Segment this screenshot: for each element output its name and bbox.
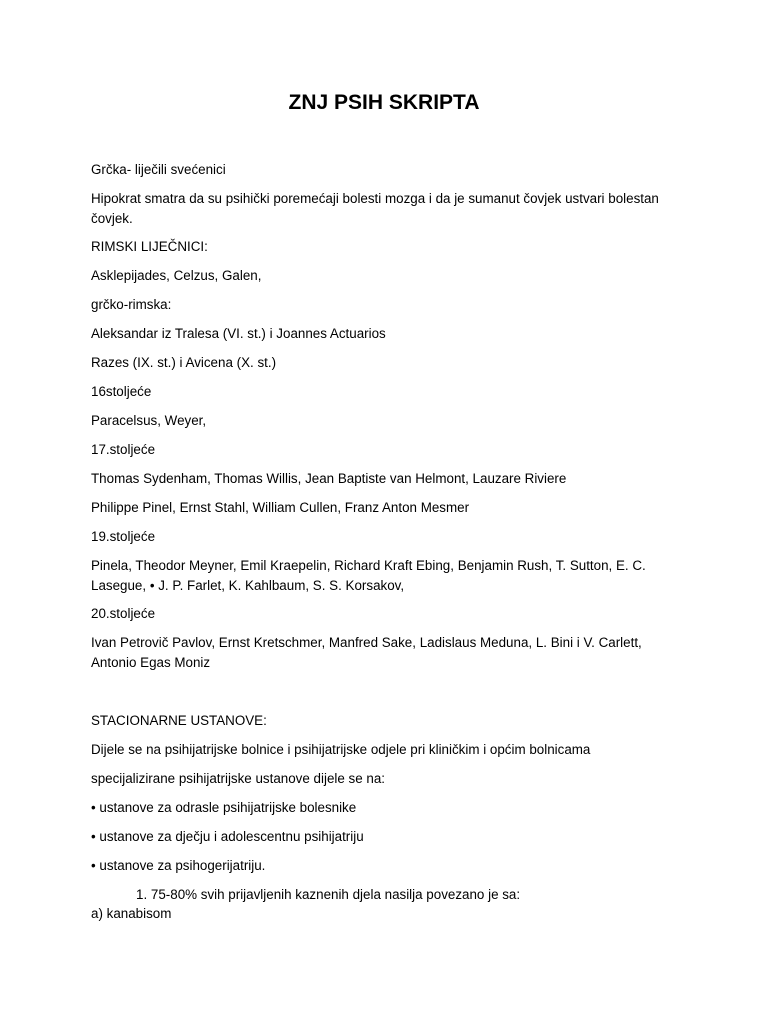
paragraph: Paracelsus, Weyer,: [91, 413, 207, 428]
paragraph: Asklepijades, Celzus, Galen,: [91, 268, 262, 283]
list-item: • ustanove za psihogerijatriju.: [91, 858, 266, 873]
section-heading: STACIONARNE USTANOVE:: [91, 713, 267, 728]
paragraph: Razes (IX. st.) i Avicena (X. st.): [91, 355, 277, 370]
paragraph: Dijele se na psihijatrijske bolnice i psihijatrijske odjele pri kliničkim i općim bolnicama: [91, 742, 591, 757]
paragraph: Aleksandar iz Tralesa (VI. st.) i Joannes Actuarios: [91, 326, 386, 341]
paragraph: Thomas Sydenham, Thomas Willis, Jean Baptiste van Helmont, Lauzare Riviere: [91, 471, 567, 486]
paragraph: grčko-rimska:: [91, 297, 172, 312]
paragraph: 17.stoljeće: [91, 442, 156, 457]
paragraph: Pinela, Theodor Meyner, Emil Kraepelin, Richard Kraft Ebing, Benjamin Rush, T. Sutton, E. C. Lasegue, • J. P. Farlet, K. Kahlbaum, S. S. Korsakov,: [91, 558, 646, 593]
paragraph: Ivan Petrovič Pavlov, Ernst Kretschmer, Manfred Sake, Ladislaus Meduna, L. Bini i V. Carlett, Antonio Egas Moniz: [91, 635, 642, 670]
question-answer: a) kanabisom: [91, 906, 172, 921]
list-item: • ustanove za odrasle psihijatrijske bolesnike: [91, 800, 357, 815]
paragraph: 16stoljeće: [91, 384, 152, 399]
list-item: • ustanove za dječju i adolescentnu psihijatriju: [91, 829, 364, 844]
paragraph: 19.stoljeće: [91, 529, 156, 544]
paragraph: Philippe Pinel, Ernst Stahl, William Cullen, Franz Anton Mesmer: [91, 500, 470, 515]
section-heading: RIMSKI LIJEČNICI:: [91, 239, 208, 254]
paragraph: Grčka- liječili svećenici: [91, 162, 226, 177]
question-text: 1. 75-80% svih prijavljenih kaznenih djela nasilja povezano je sa:: [136, 887, 521, 902]
paragraph: specijalizirane psihijatrijske ustanove dijele se na:: [91, 771, 386, 786]
paragraph: 20.stoljeće: [91, 606, 156, 621]
paragraph: Hipokrat smatra da su psihički poremećaji bolesti mozga i da je sumanut čovjek ustvari bolestan čovjek.: [91, 191, 659, 226]
document-title: ZNJ PSIH SKRIPTA: [288, 91, 480, 114]
